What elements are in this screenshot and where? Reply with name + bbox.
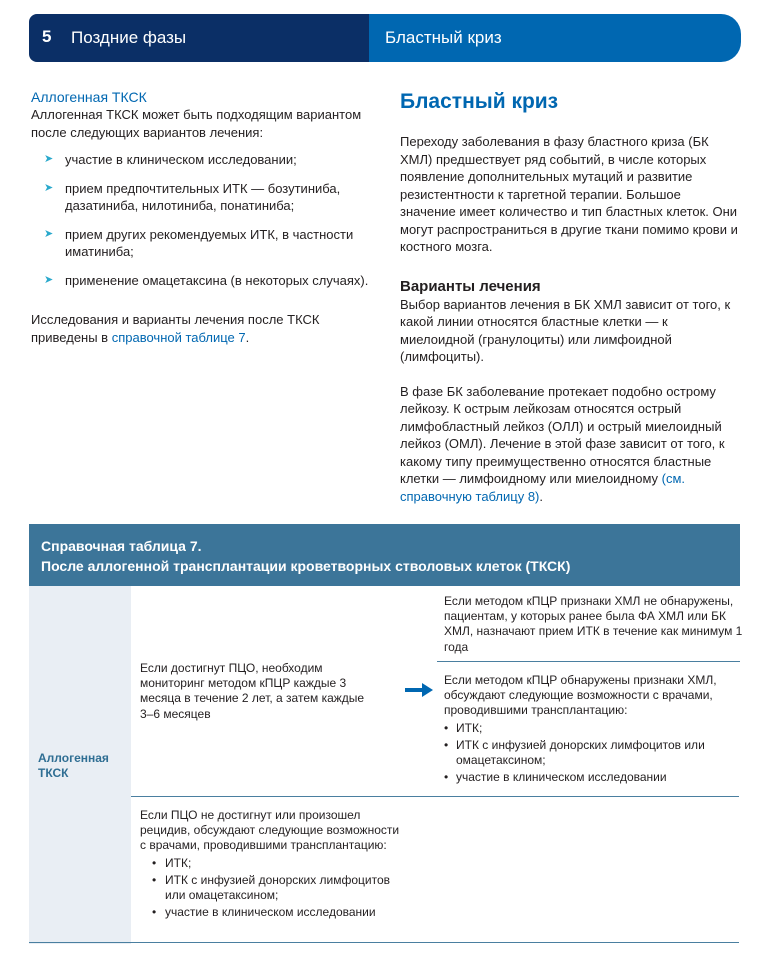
outcome-positive: [444, 673, 744, 785]
row2-condition: [140, 808, 400, 920]
arrow-bullet-icon: ➤: [44, 227, 54, 240]
outcome-negative: Если методом кПЦР признаки ХМЛ не обнаружены, пациентам, у которых ранее была ФА ХМЛ или БК ХМЛ, назначают прием ИТК в течение как минимум 1 года: [444, 594, 743, 654]
left-outro: Исследования и варианты лечения после ТКСК приведены в справочной таблице 7.: [31, 312, 320, 345]
row2-list: [140, 856, 400, 921]
allogeneic-intro: Аллогенная ТКСК может быть подходящим вариантом после следующих вариантов лечения:: [31, 107, 362, 140]
row2-intro: Если ПЦО не достигнут или произошел рецидив, обсуждают следующие возможности с врачами, проводившими трансплантацию:: [140, 808, 400, 853]
divider: [437, 661, 740, 662]
chapter-title: Поздние фазы: [71, 28, 187, 47]
chapter-header-left: [29, 14, 369, 62]
list-item: • ИТК с инфузией донорских лимфоцитов или омацетаксином;: [140, 873, 400, 903]
divider: [131, 796, 739, 797]
outcome-positive-intro: Если методом кПЦР обнаружены признаки ХМЛ, обсуждают следующие возможности с врачами, проводившими трансплантацию:: [444, 673, 717, 718]
list-item: • участие в клиническом исследовании: [444, 770, 744, 785]
table-7-link[interactable]: справочной таблице 7: [111, 329, 246, 345]
chapter-number: 5: [42, 27, 52, 46]
treatment-heading: Варианты лечения: [400, 277, 541, 295]
left-column: [31, 89, 376, 346]
arrow-bullet-icon: ➤: [44, 153, 54, 165]
section-title: Бластный криз: [385, 28, 502, 47]
outcome-positive-list: [444, 721, 744, 786]
table-7-title: Справочная таблица 7.: [41, 538, 202, 554]
list-item: • ИТК;: [140, 856, 400, 871]
right-column: [400, 89, 740, 505]
arrow-right-icon: [405, 683, 433, 697]
table-side-label: Аллогенная ТКСК: [38, 751, 109, 780]
treatment-para-1: Выбор вариантов лечения в БК ХМЛ зависит от того, к какой линии относятся бластные клетки — к миелоидной (гранулоциты) или лимфоидной (лимфоциты).: [400, 296, 731, 364]
table-7-header: [29, 524, 740, 586]
list-item: ➤ применение омацетаксина (в некоторых случаях).: [44, 272, 369, 288]
treatment-para-2: В фазе БК заболевание протекает подобно острому лейкозу. К острым лейкозам относятся острый лимфобластный лейкоз (ОЛЛ) и острый миелоидный лейкоз (ОМЛ). Лечение в этой фазе зависит от того, к какому типу преимущественно относятся бластные клетки — лимфоидному или миелоидному (см. справочную таблицу 8).: [400, 383, 725, 504]
list-item: ➤ прием других рекомендуемых ИТК, в частности иматиниба;: [44, 226, 354, 259]
list-item: • участие в клиническом исследовании: [140, 905, 400, 920]
arrow-bullet-icon: ➤: [44, 273, 54, 286]
table-7-subtitle: После аллогенной трансплантации кроветворных стволовых клеток (ТКСК): [41, 558, 571, 574]
allogeneic-subhead: Аллогенная ТКСК: [31, 89, 147, 105]
chapter-header-right: [369, 14, 741, 62]
table-side-cell: [29, 586, 131, 944]
divider: [29, 942, 739, 943]
row1-condition: Если достигнут ПЦО, необходим мониторинг методом кПЦР каждые 3 месяца в течение 2 лет, а затем каждые 3–6 месяцев: [140, 661, 365, 721]
list-item: ➤ участие в клиническом исследовании;: [44, 152, 297, 167]
list-item: • ИТК с инфузией донорских лимфоцитов или омацетаксином;: [444, 738, 744, 768]
blast-crisis-para: Переходу заболевания в фазу бластного криза (БК ХМЛ) предшествует ряд событий, в числе которых появление дополнительных мутаций и развитие резистентности к таргетной терапии. Большое значение имеет количество и тип бластных клеток. Они могут распространиться в другие ткани помимо крови и костного мозга.: [400, 134, 738, 254]
chapter-header: [29, 14, 741, 62]
list-item: ➤ прием предпочтительных ИТК — бозутиниба, дазатиниба, нилотиниба, понатиниба;: [44, 180, 341, 213]
arrow-bullet-icon: ➤: [44, 181, 54, 194]
allogeneic-options-list: [31, 151, 376, 289]
list-item: • ИТК;: [444, 721, 744, 736]
table-8-link[interactable]: (см. справочную таблицу 8): [400, 471, 686, 504]
blast-crisis-title: Бластный криз: [400, 90, 559, 113]
